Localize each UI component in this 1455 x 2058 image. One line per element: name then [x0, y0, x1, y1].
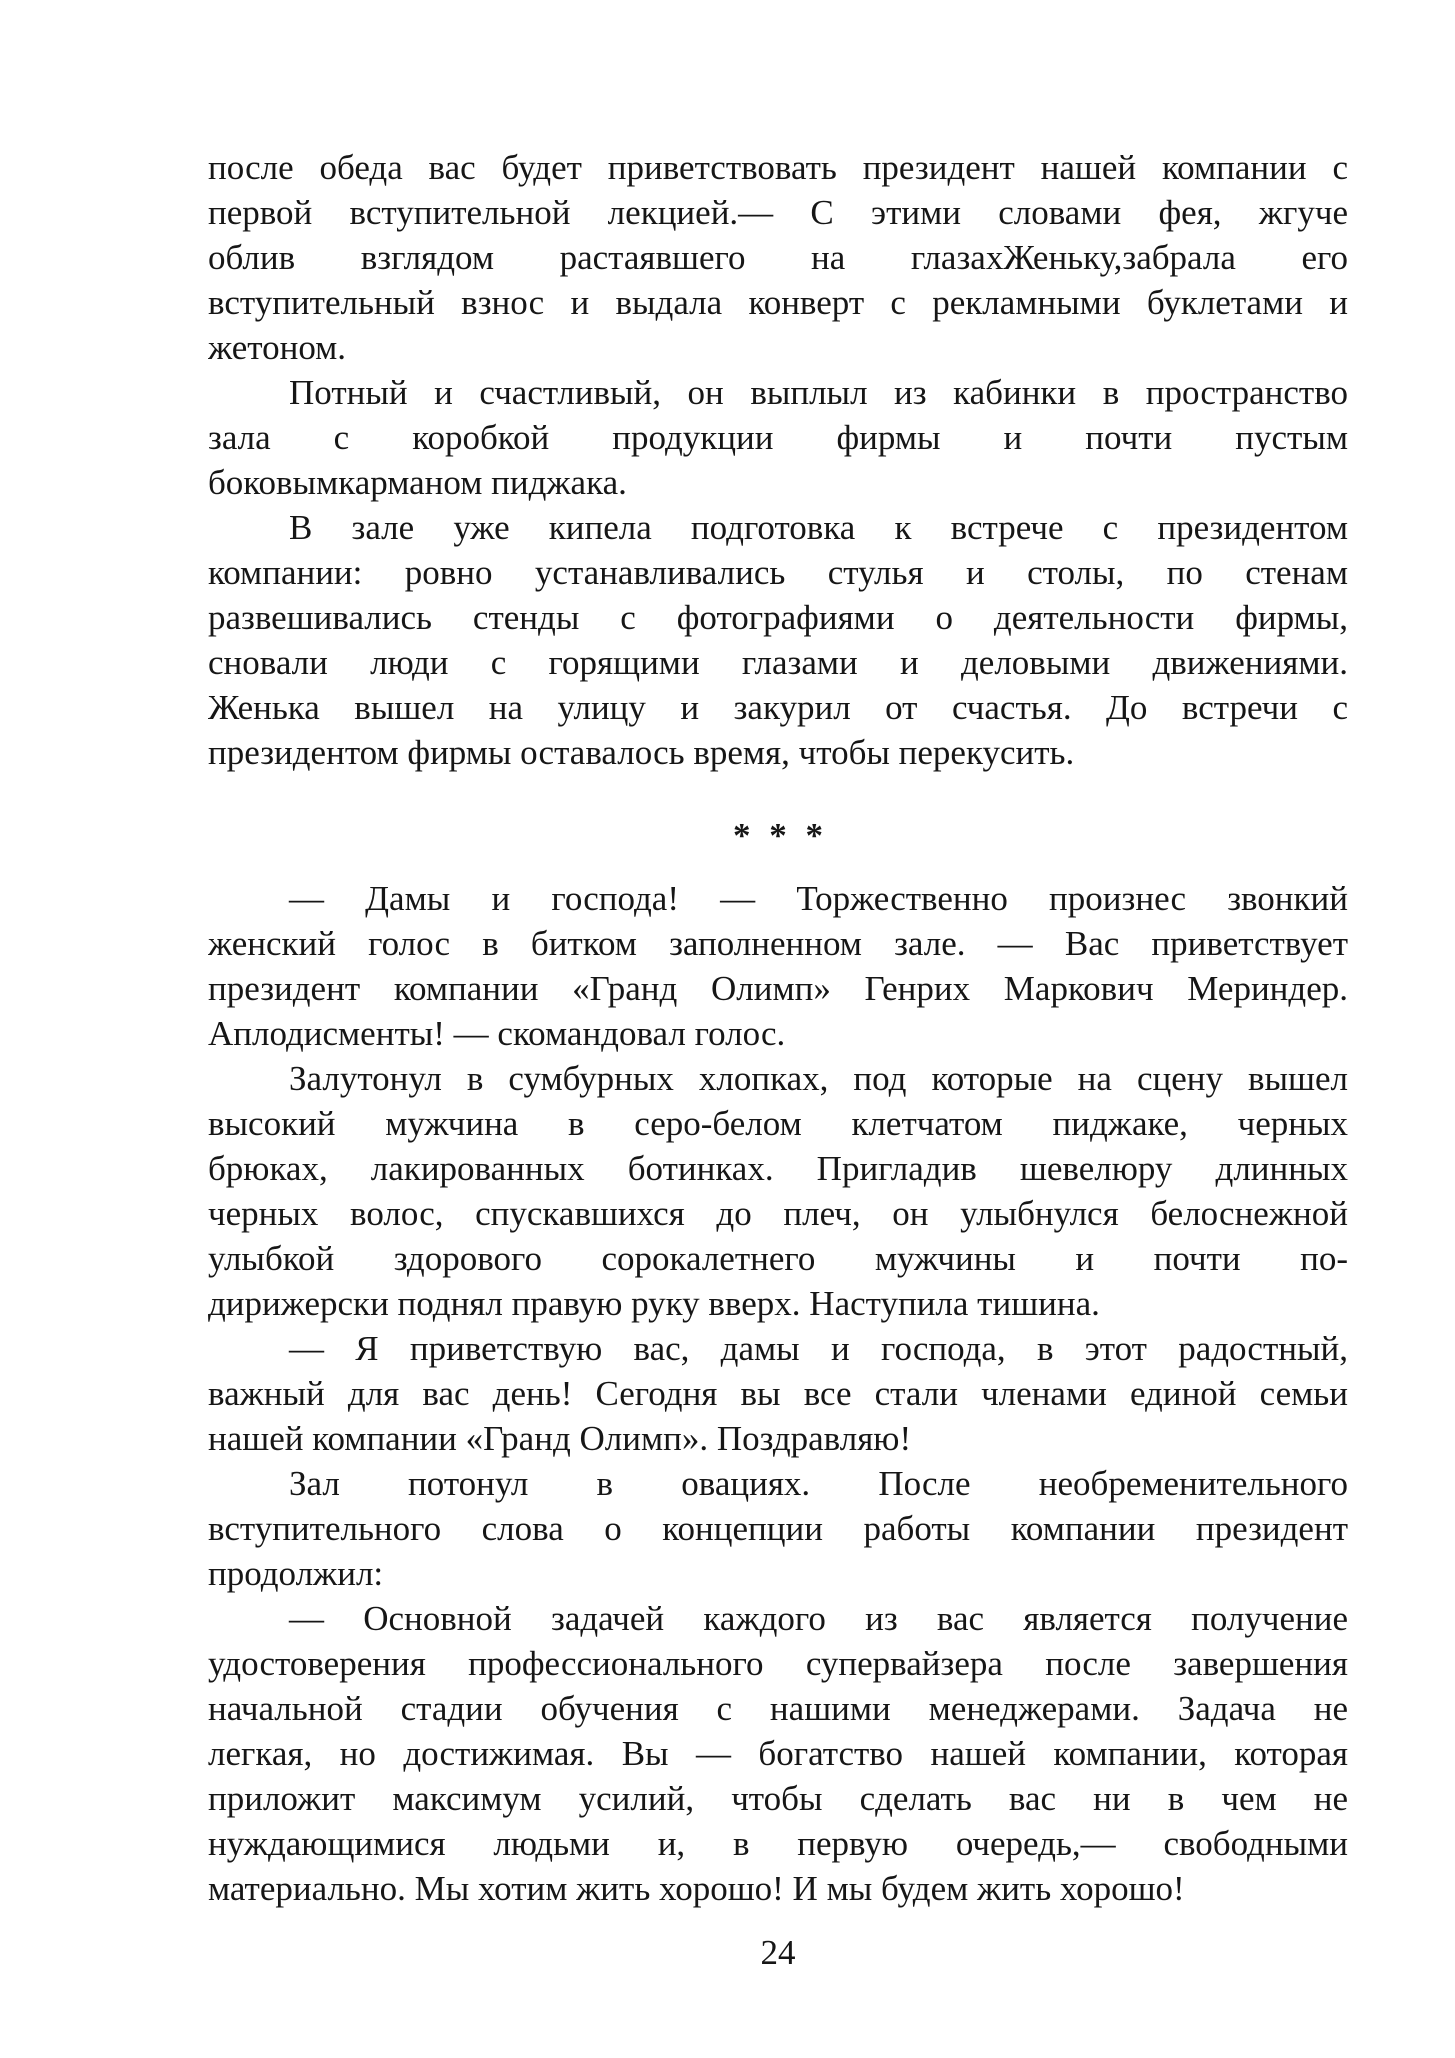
text-line: после обеда вас будет приветствовать президент нашей компании с: [208, 148, 1348, 187]
text-line: жетоном.: [208, 328, 347, 367]
text-line: развешивались стенды с фотографиями о деятельности фирмы,: [208, 598, 1348, 637]
text-line: первой вступительной лекцией.— С этими словами фея, жгуче: [208, 193, 1348, 232]
text-line: женский голос в битком заполненном зале. — Вас приветствует: [208, 924, 1348, 963]
text-line: материально. Мы хотим жить хорошо! И мы будем жить хорошо!: [208, 1869, 1185, 1908]
paragraph: [208, 370, 1348, 505]
text-line: важный для вас день! Сегодня вы все стали членами единой семьи: [208, 1374, 1348, 1413]
text-line: компании: ровно устанавливались стулья и столы, по стенам: [208, 553, 1348, 592]
text-line: Залутонул в сумбурных хлопках, под которые на сцену вышел: [289, 1059, 1348, 1098]
paragraph: [208, 505, 1348, 775]
text-line: — Дамы и господа! — Торжественно произнес звонкий: [289, 879, 1348, 918]
text-line: сновали люди с горящими глазами и деловыми движениями.: [208, 643, 1348, 682]
text-line: нашей компании «Гранд Олимп». Поздравляю!: [208, 1419, 912, 1458]
paragraph: [208, 876, 1348, 1056]
text-line: Женька вышел на улицу и закурил от счастья. До встречи с: [208, 688, 1348, 727]
text-line: начальной стадии обучения с нашими менеджерами. Задача не: [208, 1689, 1348, 1728]
section-after-break: [208, 876, 1348, 1911]
text-block: [208, 145, 1348, 1911]
page-number: 24: [760, 1933, 796, 1972]
text-line: боковымкарманом пиджака.: [208, 463, 627, 502]
text-line: брюках, лакированных ботинках. Пригладив шевелюру длинных: [208, 1149, 1348, 1188]
text-line: президентом фирмы оставалось время, чтобы перекусить.: [208, 733, 1075, 772]
text-line: вступительного слова о концепции работы компании президент: [208, 1509, 1348, 1548]
section-separator: * * *: [733, 816, 823, 855]
text-line: удостоверения профессионального супервайзера после завершения: [208, 1644, 1348, 1683]
text-line: — Основной задачей каждого из вас является получение: [289, 1599, 1348, 1638]
text-line: легкая, но достижимая. Вы — богатство нашей компании, которая: [208, 1734, 1348, 1773]
text-line: зала с коробкой продукции фирмы и почти пустым: [208, 418, 1348, 457]
text-line: — Я приветствую вас, дамы и господа, в этот радостный,: [289, 1329, 1348, 1368]
paragraph: [208, 1326, 1348, 1461]
paragraph: [208, 1596, 1348, 1911]
text-line: президент компании «Гранд Олимп» Генрих Маркович Мериндер.: [208, 969, 1348, 1008]
text-line: Потный и счастливый, он выплыл из кабинки в пространство: [289, 373, 1348, 412]
paragraph: [208, 145, 1348, 370]
text-line: вступительный взнос и выдала конверт с рекламными буклетами и: [208, 283, 1348, 322]
text-line: дирижерски поднял правую руку вверх. Наступила тишина.: [208, 1284, 1100, 1323]
text-line: высокий мужчина в серо-белом клетчатом пиджаке, черных: [208, 1104, 1348, 1143]
text-line: продолжил:: [208, 1554, 384, 1593]
text-line: приложит максимум усилий, чтобы сделать вас ни в чем не: [208, 1779, 1348, 1818]
section-before-break: [208, 145, 1348, 775]
text-line: Аплодисменты! — скомандовал голос.: [208, 1014, 786, 1053]
text-line: черных волос, спускавшихся до плеч, он улыбнулся белоснежной: [208, 1194, 1348, 1233]
text-line: нуждающимися людьми и, в первую очередь,— свободными: [208, 1824, 1348, 1863]
paragraph: [208, 1056, 1348, 1326]
text-line: Зал потонул в овациях. После необременительного: [289, 1464, 1348, 1503]
paragraph: [208, 1461, 1348, 1596]
text-line: В зале уже кипела подготовка к встрече с президентом: [289, 508, 1348, 547]
text-line: улыбкой здорового сорокалетнего мужчины и почти по-: [208, 1239, 1348, 1278]
text-line: облив взглядом растаявшего на глазахЖеньку,забрала его: [208, 238, 1348, 277]
